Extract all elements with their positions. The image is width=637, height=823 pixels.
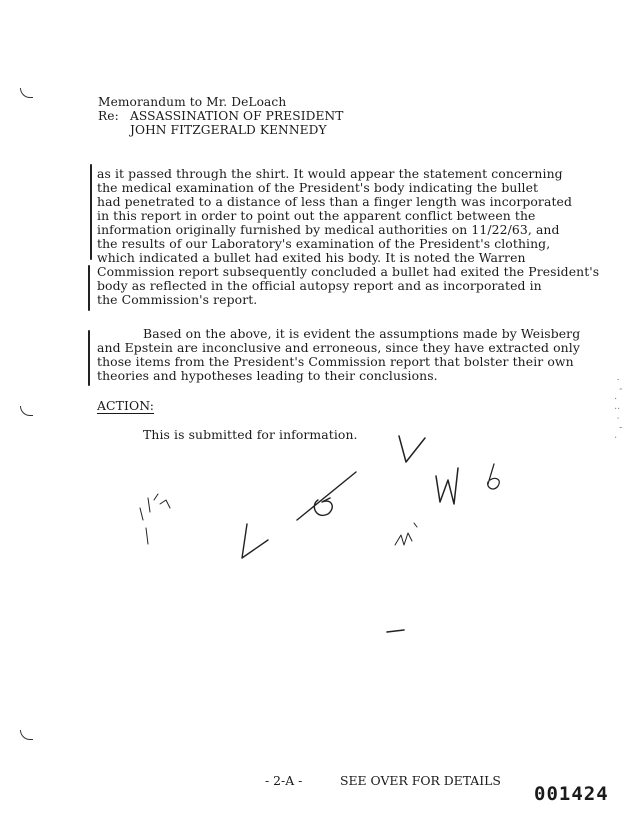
paragraph-line: the results of our Laboratory's examination of the President's clothing, <box>97 236 551 251</box>
see-over-note: SEE OVER FOR DETAILS <box>340 773 501 788</box>
paragraph-line: as it passed through the shirt. It would appear the statement concerning <box>97 166 563 181</box>
paragraph-line: Commission report subsequently concluded a bullet had exited the President's <box>97 264 600 279</box>
paragraph-line: the Commission's report. <box>97 292 258 307</box>
serial-number: 001424 <box>534 783 609 805</box>
faint-margin-stamp: · ' . : · ' . <box>612 378 622 441</box>
paragraph-line: in this report in order to point out the apparent conflict between the <box>97 208 536 223</box>
subject-line-1: ASSASSINATION OF PRESIDENT <box>130 109 344 123</box>
action-heading: ACTION: <box>97 398 155 413</box>
subject-line-2: JOHN FITZGERALD KENNEDY <box>130 123 327 137</box>
paragraph-line: information originally furnished by medical authorities on 11/22/63, and <box>97 222 560 237</box>
paragraph-line: the medical examination of the President's body indicating the bullet <box>97 180 539 195</box>
paragraph-line: had penetrated to a distance of less than a finger length was incorporated <box>97 194 572 209</box>
page-number: - 2-A - <box>265 773 303 788</box>
paragraph-line: which indicated a bullet had exited his body. It is noted the Warren <box>97 250 526 265</box>
paragraph-line: body as reflected in the official autopsy report and as incorporated in <box>97 278 542 293</box>
paragraph-line: those items from the President's Commission report that bolster their own <box>97 354 574 369</box>
check-mark <box>399 436 425 462</box>
memo-to-line: Memorandum to Mr. DeLoach <box>98 95 287 109</box>
paragraph-line: Based on the above, it is evident the assumptions made by Weisberg <box>143 326 581 341</box>
paragraph-line: theories and hypotheses leading to their conclusions. <box>97 368 438 383</box>
re-label: Re: <box>98 109 119 123</box>
action-text: This is submitted for information. <box>143 427 358 442</box>
paragraph-line: and Epstein are inconclusive and erroneous, since they have extracted only <box>97 340 580 355</box>
